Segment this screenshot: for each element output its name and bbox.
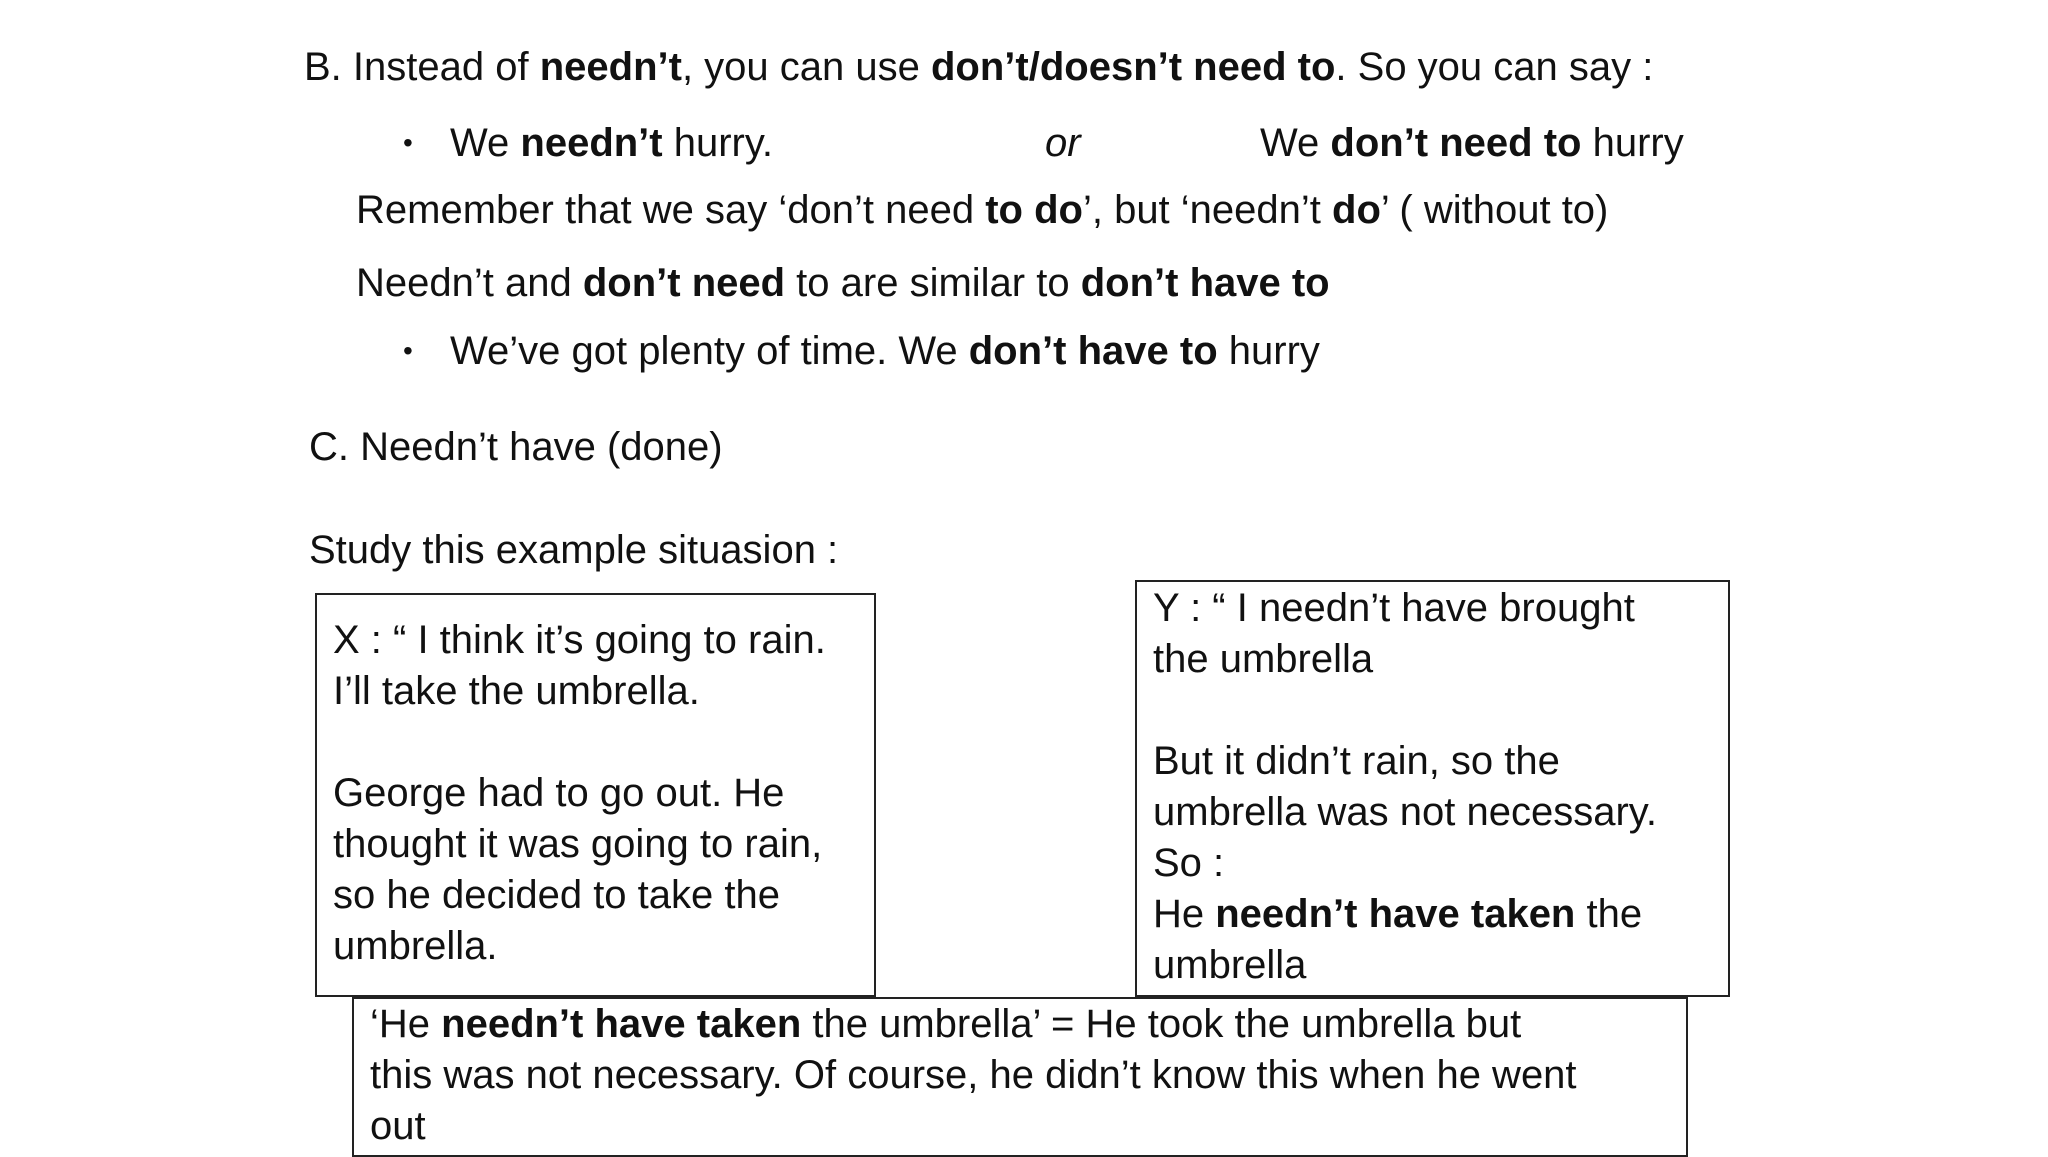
example-neednt-hurry: We needn’t hurry.: [450, 121, 774, 165]
box-y-line: umbrella: [1153, 943, 1307, 987]
example-dont-need-to-hurry: We don’t need to hurry: [1260, 121, 1684, 165]
box-x-line: X : “ I think it’s going to rain.: [333, 618, 826, 662]
box-x-line: George had to go out. He: [333, 771, 785, 815]
example-dont-have-to: We’ve got plenty of time. We don’t have to hurry: [450, 329, 1320, 373]
box-y-line: the umbrella: [1153, 637, 1374, 681]
similar-note: Needn’t and don’t need to are similar to don’t have to: [356, 261, 1330, 305]
box-x-situation: [315, 593, 876, 997]
study-prompt: Study this example situasion :: [309, 528, 839, 572]
section-c-heading: C. Needn’t have (done): [309, 425, 723, 469]
box-y-line: umbrella was not necessary.: [1153, 790, 1657, 834]
box-y-situation: [1135, 580, 1730, 997]
section-b-intro: B. Instead of needn’t, you can use don’t/doesn’t need to. So you can say :: [304, 45, 1654, 89]
box-y-line: He needn’t have taken the: [1153, 892, 1643, 936]
bullet-icon: •: [403, 127, 413, 158]
box-x-line: so he decided to take the: [333, 873, 780, 917]
box-x-line: I’ll take the umbrella.: [333, 669, 700, 713]
box-y-line: So :: [1153, 841, 1225, 885]
box-y-line: Y : “ I needn’t have brought: [1153, 586, 1635, 630]
explanation-line: ‘He needn’t have taken the umbrella’ = He took the umbrella but: [370, 1002, 1522, 1046]
box-x-line: umbrella.: [333, 924, 498, 968]
explanation-line: out: [370, 1104, 426, 1148]
box-x-line: thought it was going to rain,: [333, 822, 823, 866]
explanation-line: this was not necessary. Of course, he didn’t know this when he went: [370, 1053, 1577, 1097]
remember-note: Remember that we say ‘don’t need to do’, but ‘needn’t do’ ( without to): [356, 188, 1609, 232]
box-y-line: But it didn’t rain, so the: [1153, 739, 1560, 783]
or-word: or: [1045, 121, 1081, 165]
box-explanation: [352, 997, 1688, 1157]
bullet-icon: •: [403, 335, 413, 366]
